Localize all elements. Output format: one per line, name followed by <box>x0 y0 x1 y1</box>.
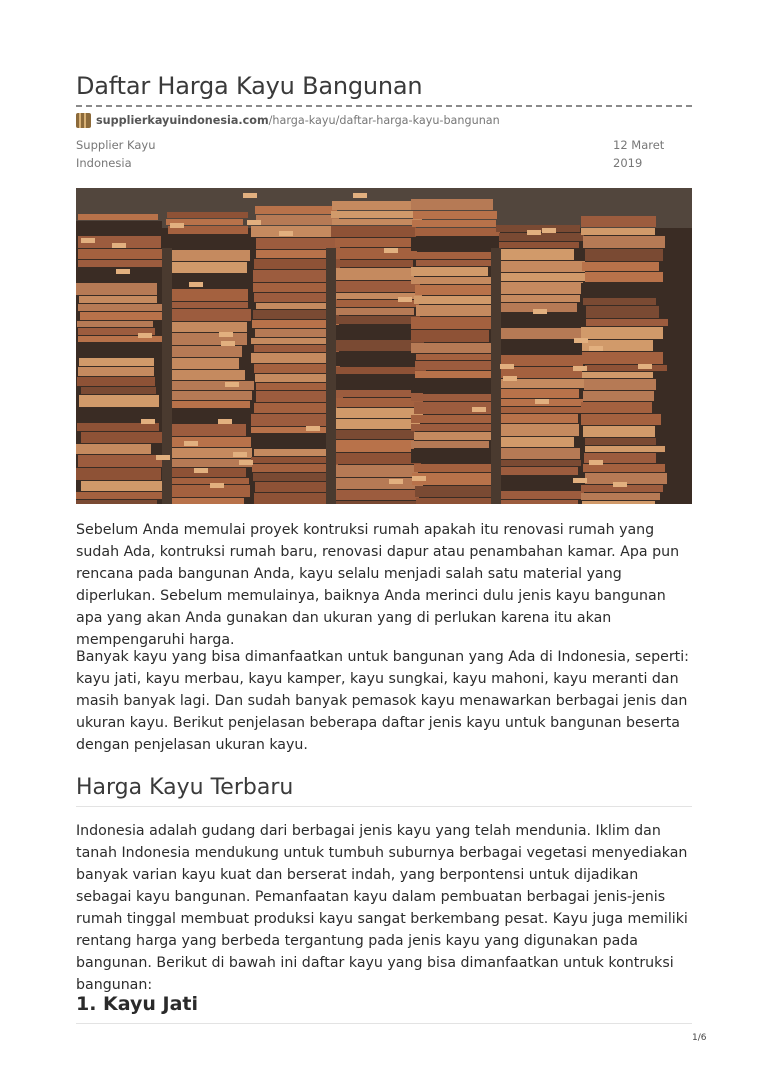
lumber-plank <box>77 321 153 327</box>
lumber-plank <box>336 367 426 374</box>
lumber-plank <box>582 352 663 364</box>
lumber-plank <box>499 261 585 272</box>
lumber-plank <box>586 306 659 318</box>
lumber-plank <box>498 448 580 459</box>
lumber-plank <box>499 233 584 241</box>
lumber-plank <box>255 329 335 337</box>
lumber-plank <box>81 432 167 443</box>
lumber-plank <box>585 365 667 371</box>
plank-end <box>398 297 412 302</box>
plank-end <box>384 248 398 253</box>
lumber-plank <box>496 437 574 447</box>
lumber-plank <box>251 414 330 426</box>
lumber-plank <box>581 402 652 413</box>
subsection-heading: 1. Kayu Jati <box>76 993 692 1024</box>
lumber-plank <box>413 211 497 219</box>
plank-end <box>141 419 155 424</box>
lumber-plank <box>78 367 154 376</box>
plank-end <box>218 419 232 424</box>
lumber-plank <box>415 486 494 497</box>
source-domain[interactable]: supplierkayuindonesia.com <box>96 113 269 127</box>
lumber-plank <box>169 346 242 357</box>
lumber-plank <box>497 491 584 499</box>
date-meta <box>613 136 664 172</box>
lumber-plank <box>253 473 334 481</box>
shelf-gap <box>76 343 162 357</box>
lumber-plank <box>411 415 496 423</box>
lumber-plank <box>254 293 337 302</box>
lumber-plank <box>416 260 492 266</box>
support-post <box>326 248 336 504</box>
plank-end <box>247 220 261 225</box>
plank-end <box>503 376 517 381</box>
lumber-plank <box>251 226 336 237</box>
lumber-plank <box>336 408 423 418</box>
lumber-plank <box>168 333 247 345</box>
plank-end <box>613 482 627 487</box>
lumber-plank <box>411 441 489 448</box>
lumber-plank <box>256 303 334 309</box>
lumber-plank <box>253 283 331 292</box>
lumber-plank <box>79 296 157 303</box>
page-number: 1/6 <box>692 1033 707 1043</box>
section-heading: Harga Kayu Terbaru <box>76 775 692 807</box>
plank-end <box>527 230 541 235</box>
lumber-plank <box>582 262 659 271</box>
lumber-plank <box>414 252 498 259</box>
paragraph-indonesia: Indonesia adalah gudang dari berbagai jenis kayu yang telah mendunia. Iklim dan tanah Indonesia mendukung untuk tumbuh suburnya berbagai vegetasi menyediakan banyak varian kayu kuat dan berserat indah, yang berpontensi untuk dijadikan sebagai kayu bangunan. Pemanfaatan kayu dalam pembuatan berbagai jenis-jenis rumah tinggal membuat produksi kayu sangat berkembang pesat. Kayu juga memiliki rentang harga yang berbeda tergantung pada jenis kayu yang digunakan pada bangunan. Berikut di bawah ini daftar kayu yang bisa dimanfaatkan untuk kontruksi bangunan: <box>76 823 688 993</box>
lumber-plank <box>411 199 493 210</box>
lumber-plank <box>583 464 665 472</box>
lumber-plank <box>334 430 415 439</box>
lumber-plank <box>336 248 417 259</box>
lumber-plank <box>501 424 579 436</box>
lumber-plank <box>168 485 250 497</box>
plank-end <box>184 441 198 446</box>
lumber-plank <box>585 272 663 282</box>
lumber-plank <box>334 390 423 397</box>
lumber-plank <box>252 320 339 328</box>
lumber-plank <box>251 338 333 344</box>
shelf-gap <box>411 379 498 393</box>
lumber-plank <box>256 383 332 390</box>
plank-end <box>589 460 603 465</box>
lumber-plank <box>170 498 244 504</box>
lumber-plank <box>255 374 331 382</box>
lumber-plank <box>335 238 420 247</box>
lumber-plank <box>333 268 414 280</box>
lumber-plank <box>497 407 582 413</box>
lumber-plank <box>331 316 420 324</box>
shelf-gap <box>411 237 498 251</box>
title-divider <box>76 105 692 107</box>
paragraph-types: Banyak kayu yang bisa dimanfaatkan untuk bangunan yang Ada di Indonesia, seperti: kayu jati, kayu merbau, kayu kamper, kayu sungkai, kayu mahoni, kayu meranti dan masih banyak lagi. Dan sudah banyak pemasok kayu menawarkan berbagai jenis dan ukuran kayu. Berikut penjelasan beberapa daftar jenis kayu untuk bangunan beserta dengan penjelasan ukuran kayu. <box>76 649 689 753</box>
lumber-plank <box>334 340 424 351</box>
lumber-plank <box>168 302 248 308</box>
lumber-plank <box>78 304 162 311</box>
lumber-plank <box>335 478 423 489</box>
shelf-gap <box>166 235 250 249</box>
plank-end <box>138 333 152 338</box>
lumber-plank <box>171 322 247 332</box>
shelf-gap <box>166 409 250 423</box>
lumber-plank <box>76 500 157 504</box>
lumber-plank <box>76 283 157 295</box>
lumber-plank <box>251 457 337 463</box>
lumber-plank <box>411 267 488 276</box>
lumber-plank <box>415 361 501 370</box>
shelf-gap <box>76 221 162 235</box>
lumber-plank <box>414 296 492 304</box>
plank-end <box>156 455 170 460</box>
lumber-plank <box>79 395 159 407</box>
lumber-plank <box>497 295 580 302</box>
plank-end <box>542 228 556 233</box>
lumber-plank <box>583 236 665 248</box>
plank-end <box>225 382 239 387</box>
lumber-plank <box>585 446 665 452</box>
lumber-plank <box>81 481 165 491</box>
shelf-gap <box>331 325 421 339</box>
lumber-plank <box>581 493 660 500</box>
lumber-plank <box>168 309 251 321</box>
plank-end <box>233 452 247 457</box>
shelf-gap <box>251 434 338 448</box>
lumber-plank <box>333 260 413 267</box>
lumber-plank <box>255 206 337 214</box>
lumber-plank <box>170 381 254 390</box>
lumber-plank <box>415 285 494 295</box>
lumber-plank <box>586 319 668 326</box>
lumber-plank <box>499 242 579 248</box>
lumber-plank <box>252 464 338 472</box>
lumber-plank <box>501 467 578 475</box>
lumber-plank <box>582 372 653 378</box>
lumber-plank <box>78 455 163 467</box>
lumber-plank <box>585 438 656 445</box>
support-post <box>162 248 172 504</box>
lumber-plank <box>76 444 151 454</box>
lumber-plank <box>331 226 416 237</box>
plank-end <box>170 223 184 228</box>
lumber-plank <box>255 482 337 492</box>
lumber-plank <box>498 414 578 423</box>
lumber-plank <box>581 216 656 227</box>
lumber-plank <box>79 358 154 366</box>
plank-end <box>116 269 130 274</box>
plank-end <box>573 478 587 483</box>
lumber-plank <box>251 427 335 433</box>
lumber-plank <box>583 426 655 437</box>
plank-end <box>306 426 320 431</box>
lumber-plank <box>336 501 418 504</box>
lumber-plank <box>496 249 574 260</box>
lumber-plank <box>170 370 245 380</box>
plank-end <box>472 407 486 412</box>
lumber-plank <box>583 391 654 401</box>
plank-end <box>500 364 514 369</box>
article-title: Daftar Harga Kayu Bangunan <box>76 72 423 100</box>
lumber-plank <box>170 437 251 447</box>
plank-end <box>412 476 426 481</box>
lumber-plank <box>332 219 422 225</box>
lumber-plank <box>585 249 663 261</box>
plank-end <box>589 346 603 351</box>
lumber-plank <box>332 308 414 315</box>
lumber-plank <box>77 423 159 431</box>
plank-end <box>573 366 587 371</box>
plank-end <box>210 483 224 488</box>
lumber-plank <box>416 354 494 360</box>
lumber-plank <box>499 273 586 281</box>
lumber-plank <box>167 262 247 273</box>
shelf-gap <box>496 313 584 327</box>
lumber-plank <box>411 317 491 329</box>
lumber-plank <box>331 419 420 429</box>
lumber-plank <box>582 501 655 504</box>
lumber-plank <box>256 238 340 249</box>
lumber-plank <box>81 387 156 394</box>
site-logo-icon <box>76 113 91 128</box>
hero-image <box>76 188 692 504</box>
plank-end <box>574 338 588 343</box>
shelf-gap <box>331 375 421 389</box>
lumber-plank <box>411 343 496 353</box>
lumber-plank <box>335 490 419 500</box>
lumber-plank <box>333 453 421 464</box>
lumber-plank <box>500 282 583 294</box>
lumber-plank <box>411 330 489 342</box>
plank-end <box>239 460 253 465</box>
lumber-plank <box>170 478 249 484</box>
source-line <box>76 112 500 128</box>
lumber-plank <box>80 312 162 320</box>
lumber-plank <box>411 394 495 401</box>
plank-end <box>219 332 233 337</box>
lumber-plank <box>78 214 158 220</box>
plank-end <box>533 309 547 314</box>
lumber-plank <box>583 298 656 305</box>
lumber-plank <box>254 403 337 413</box>
lumber-plank <box>334 281 420 292</box>
lumber-plank <box>581 414 661 425</box>
lumber-plank <box>581 228 655 235</box>
lumber-plank <box>331 465 418 477</box>
lumber-plank <box>497 500 578 504</box>
lumber-plank <box>76 468 161 480</box>
lumber-plank <box>411 277 497 284</box>
author-line-2: Indonesia <box>76 156 132 170</box>
lumber-plank <box>415 228 500 236</box>
lumber-plank <box>76 492 162 499</box>
lumber-plank <box>78 249 162 259</box>
lumber-plank <box>499 389 579 398</box>
source-path[interactable]: /harga-kayu/daftar-harga-kayu-bangunan <box>268 113 500 127</box>
date-line-2: 2019 <box>613 156 643 170</box>
lumber-plank <box>166 358 239 369</box>
plank-end <box>81 238 95 243</box>
plank-end <box>535 399 549 404</box>
lumber-plank <box>256 250 336 258</box>
shelf-gap <box>496 476 584 490</box>
author-line-1: Supplier Kayu <box>76 138 156 152</box>
lumber-plank <box>78 260 162 267</box>
plank-end <box>221 341 235 346</box>
lumber-plank <box>166 289 248 301</box>
paragraph-intro: Sebelum Anda memulai proyek kontruksi rumah apakah itu renovasi rumah yang sudah Ada, kontruksi rumah baru, renovasi dapur atau penambahan kamar. Apa pun rencana pada bangunan Anda, kayu selalu menjadi salah satu material yang diperlukan. Sebelum memulainya, baiknya Anda merinci dulu jenis kayu bangunan apa yang akan Anda gunakan dan ukuran yang di perlukan karena itu akan mempengaruhi harga. <box>76 522 680 648</box>
lumber-plank <box>411 424 496 431</box>
lumber-plank <box>416 498 496 504</box>
lumber-plank <box>497 328 584 339</box>
lumber-plank <box>169 391 252 400</box>
lumber-plank <box>77 377 155 386</box>
lumber-plank <box>170 250 250 261</box>
lumber-plank <box>497 460 581 466</box>
lumber-plank <box>331 211 416 218</box>
author-meta <box>76 136 156 172</box>
plank-end <box>353 193 367 198</box>
lumber-plank <box>415 371 494 378</box>
lumber-plank <box>414 432 491 440</box>
lumber-plank <box>333 398 423 407</box>
lumber-plank <box>581 327 663 339</box>
lumber-plank <box>584 379 656 390</box>
lumber-plank <box>166 424 246 436</box>
lumber-plank <box>414 464 494 472</box>
lumber-plank <box>254 449 335 456</box>
lumber-plank <box>253 270 336 282</box>
shelf-gap <box>166 274 250 288</box>
plank-end <box>389 479 403 484</box>
plank-end <box>194 468 208 473</box>
plank-end <box>189 282 203 287</box>
plank-end <box>638 364 652 369</box>
lumber-plank <box>251 353 338 363</box>
date-line-1: 12 Maret <box>613 138 665 152</box>
lumber-plank <box>256 215 339 225</box>
lumber-plank <box>167 212 248 218</box>
plank-end <box>243 193 257 198</box>
shelf-gap <box>411 449 498 463</box>
support-post <box>491 248 501 504</box>
lumber-plank <box>254 493 336 504</box>
plank-end <box>112 243 126 248</box>
lumber-plank <box>332 440 414 452</box>
shelf-gap <box>331 352 421 366</box>
plank-end <box>279 231 293 236</box>
lumber-plank <box>412 220 496 227</box>
lumber-plank <box>416 305 495 316</box>
shelf-gap <box>581 283 663 297</box>
photo-icon <box>76 188 692 504</box>
lumber-plank <box>332 201 413 210</box>
shelf-gap <box>496 340 584 354</box>
lumber-plank <box>169 401 250 408</box>
